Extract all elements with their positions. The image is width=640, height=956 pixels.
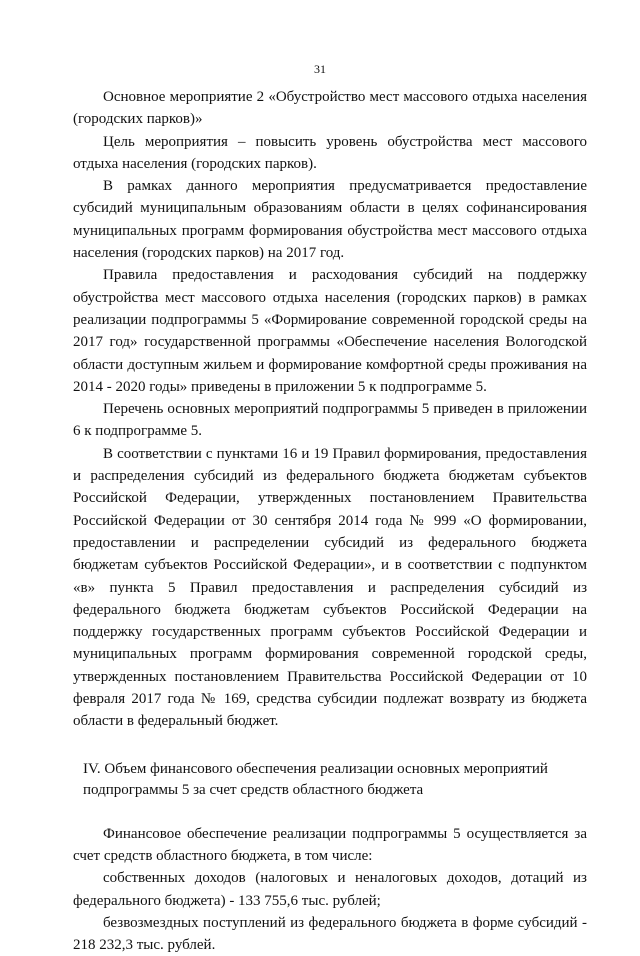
paragraph-activity-goal: Цель мероприятия – повысить уровень обустройства мест массового отдыха населения (городских парков). bbox=[73, 133, 587, 172]
paragraph-activity-title: Основное мероприятие 2 «Обустройство мест массового отдыха населения (городских парков)» bbox=[73, 89, 587, 128]
paragraph-subsidy-return: В соответствии с пунктами 16 и 19 Правил формирования, предоставления и распределения субсидий из федерального бюджета бюджетам субъектов Российской Федерации, утвержденных постановлением Правительства Российской Федерации от 30 сентября 2014 года № 999 «О формировании, предоставлении и распределении субсидий из федерального бюджета бюджетам субъектов Российской Федерации», и в соответствии с подпунктом «в» пункта 5 Правил предоставления и распределения субсидий из федерального бюджета бюджетам субъектов Российской Федерации на поддержку государственных программ субъектов Российской Федерации и муниципальных программ формирования современной городской среды, утвержденных постановлением Правительства Российской Федерации от 10 февраля 2017 года № 169, средства субсидии подлежат возврату из бюджета области в федеральный бюджет. bbox=[73, 445, 587, 730]
document-body bbox=[73, 86, 587, 956]
section-heading-line-1: IV. Объем финансового обеспечения реализации основных мероприятий bbox=[83, 760, 548, 777]
section-heading-line-2: подпрограммы 5 за счет средств областного бюджета bbox=[83, 781, 424, 798]
section-heading bbox=[73, 759, 587, 801]
paragraph-subsidy-provision: В рамках данного мероприятия предусматривается предоставление субсидий муниципальным образованиям области в целях софинансирования муниципальных программ формирования обустройства мест массового отдыха населения (городских парков) на 2017 год. bbox=[73, 178, 587, 262]
paragraph-subsidy-rules: Правила предоставления и расходования субсидий на поддержку обустройства мест массового отдыха населения (городских парков) в рамках реализации подпрограммы 5 «Формирование современной городской среды на 2017 год» государственной программы «Обеспечение населения Вологодской области доступным жильем и формирование комфортной среды проживания на 2014 - 2020 годы» приведены в приложении 5 к подпрограмме 5. bbox=[73, 267, 587, 395]
paragraph-financing: Финансовое обеспечение реализации подпрограммы 5 осуществляется за счет средств областного бюджета, в том числе: bbox=[73, 825, 587, 864]
paragraph-federal-transfers: безвозмездных поступлений из федерального бюджета в форме субсидий - 218 232,3 тыс. рублей. bbox=[73, 914, 587, 954]
paragraph-activity-list: Перечень основных мероприятий подпрограммы 5 приведен в приложении 6 к подпрограмме 5. bbox=[73, 401, 587, 440]
paragraph-own-revenue: собственных доходов (налоговых и неналоговых доходов, дотаций из федерального бюджета) - 133 755,6 тыс. рублей; bbox=[73, 870, 587, 909]
page-number: 31 bbox=[314, 62, 326, 76]
